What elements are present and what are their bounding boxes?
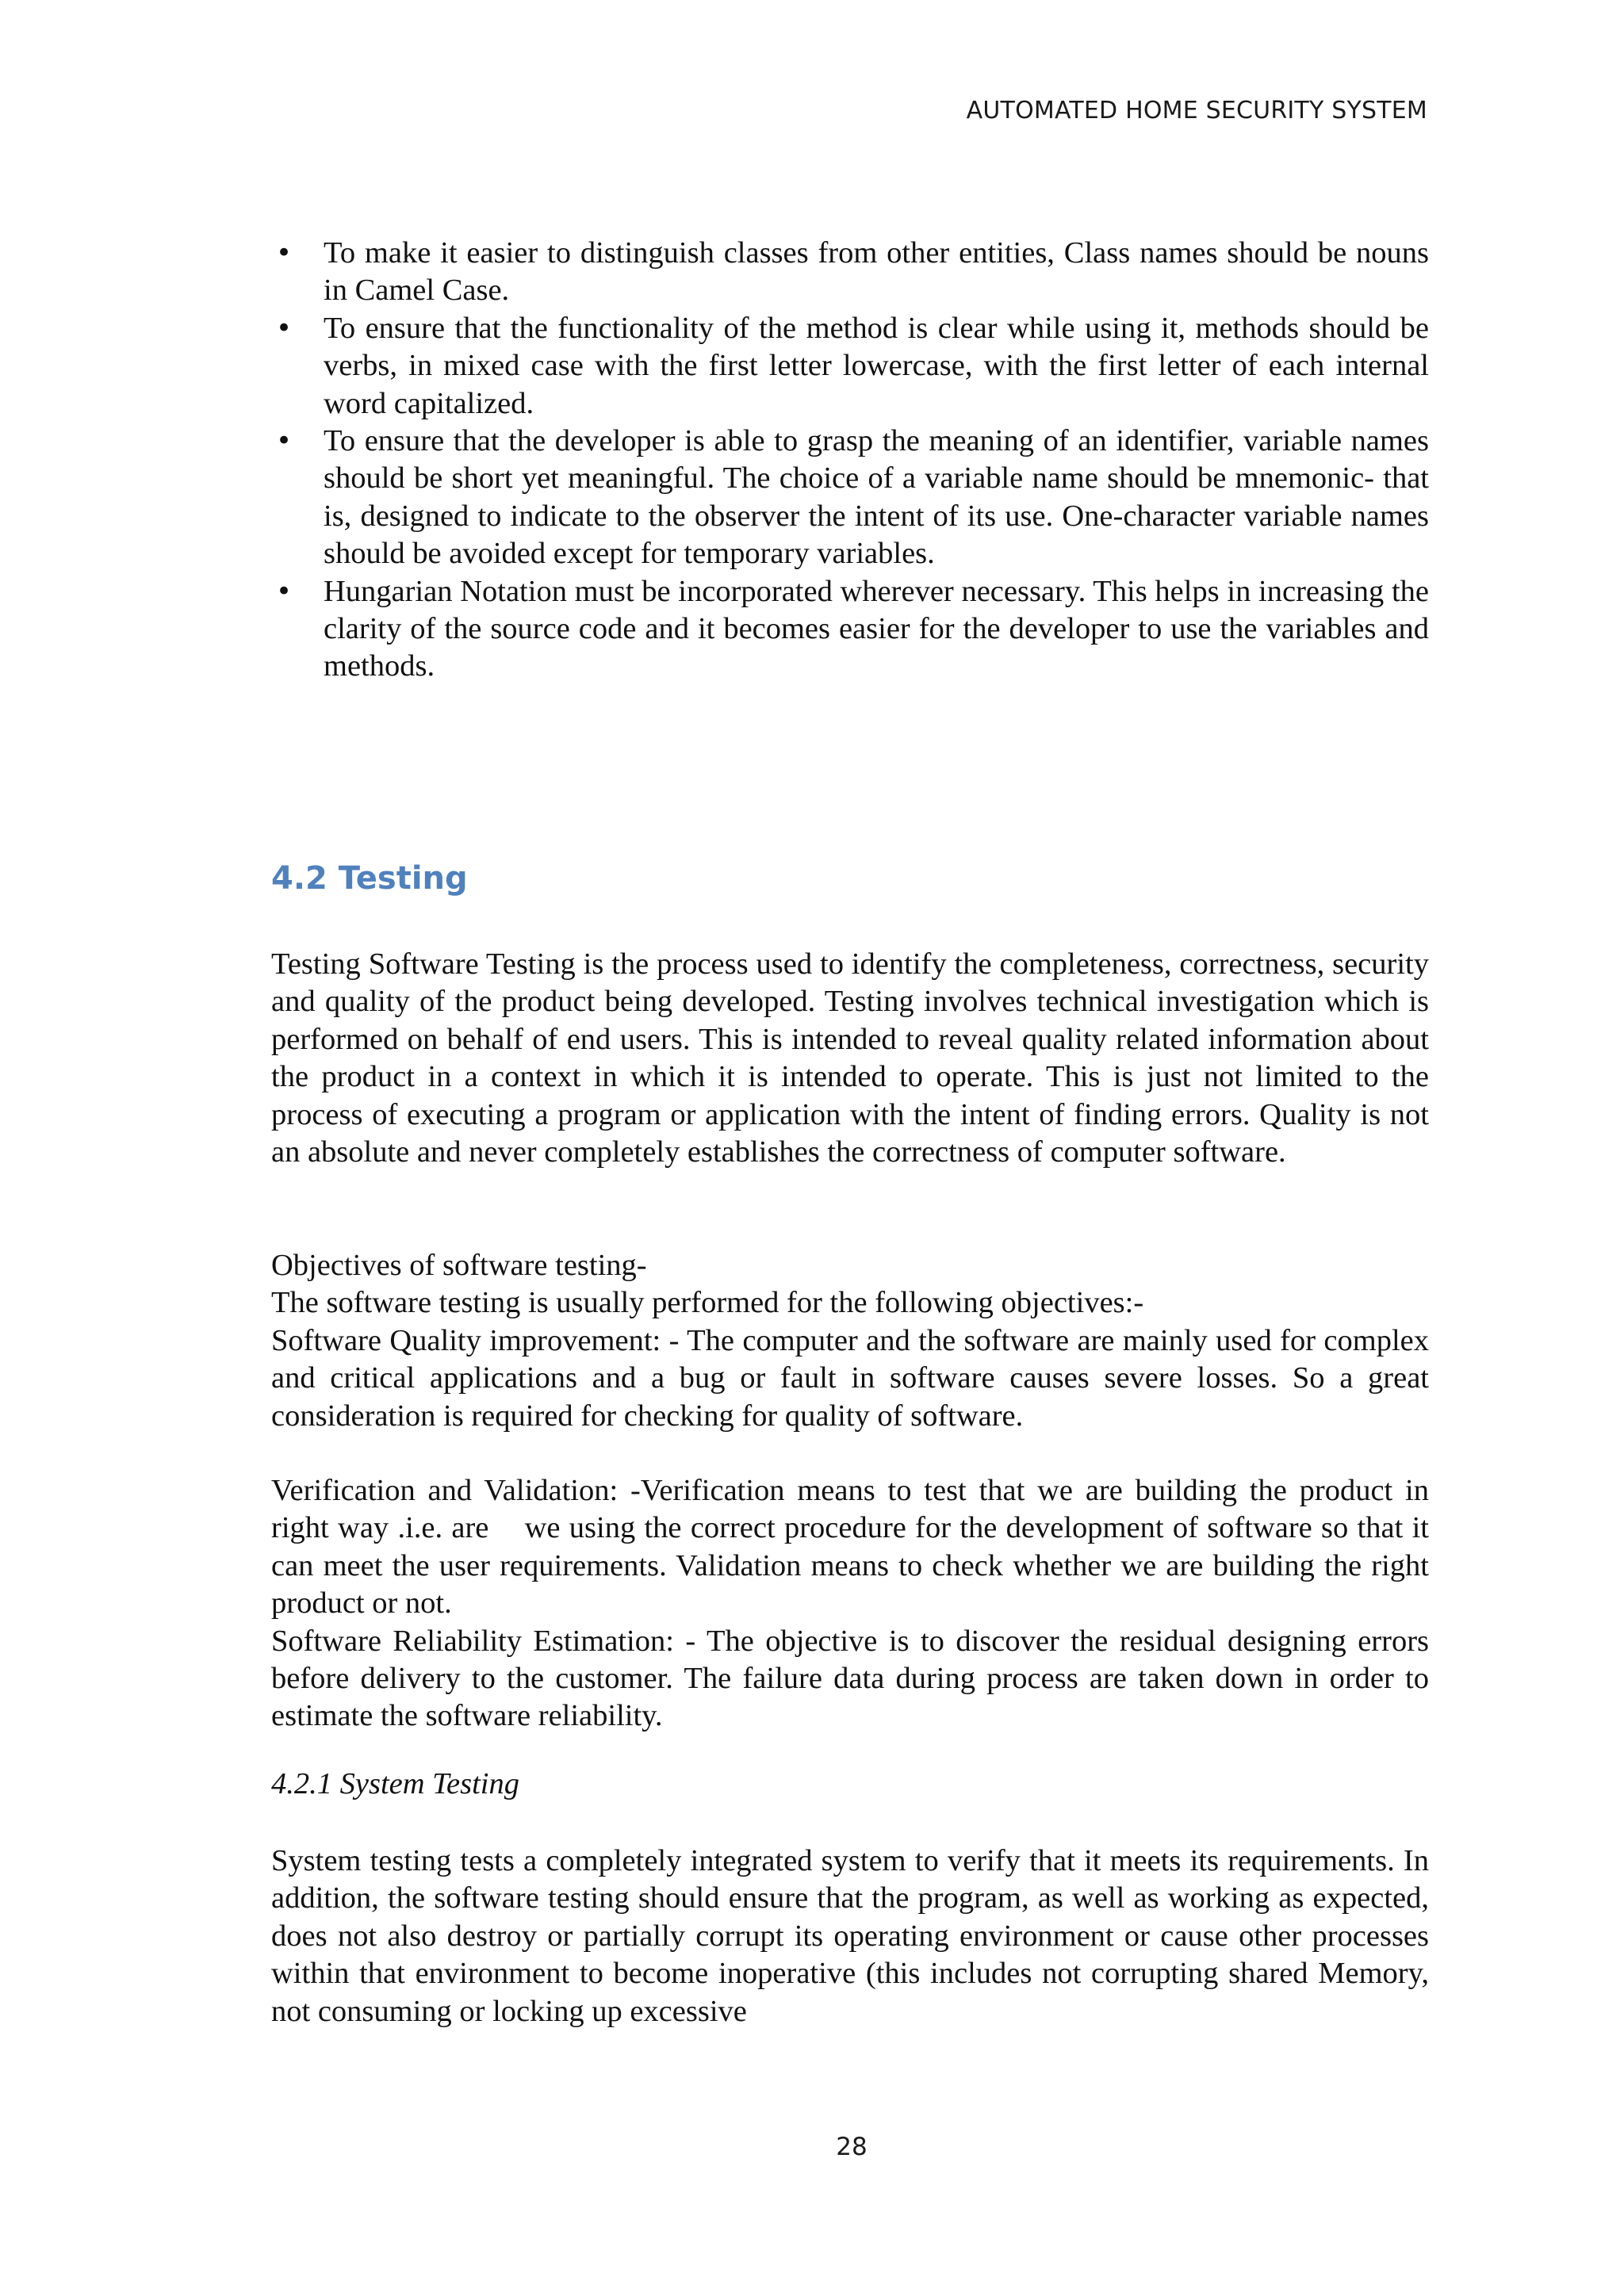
subsection-heading: 4.2.1 System Testing <box>271 1767 520 1800</box>
running-header: AUTOMATED HOME SECURITY SYSTEM <box>966 97 1427 124</box>
system-testing-paragraph: System testing tests a completely integrated system to verify that it meets its requirements. In addition, the software testing should ensure that the program, as well as working as expected, does not also destroy or partially corrupt its operating environment or cause other processes within that environment to become inoperative (this includes not corrupting shared Memory, not consuming or locking up excessive <box>271 1844 1429 2028</box>
objectives-lead: The software testing is usually performed for the following objectives:- <box>271 1286 1144 1320</box>
list-item: • To ensure that the functionality of the method is clear while using it, methods should be verbs, in mixed case with the first letter lowercase, with the first letter of each internal word capitalized. <box>324 310 1429 423</box>
verification-paragraph: Verification and Validation: -Verification means to test that we are building the product in right way .i.e. are we using the correct procedure for the development of software so that it can meet the user requirements. Validation means to check whether we are building the right product or not. <box>271 1474 1429 1621</box>
objectives-title: Objectives of software testing- <box>271 1249 647 1282</box>
verification-block <box>271 1472 1429 1735</box>
list-item: • To ensure that the developer is able to grasp the meaning of an identifier, variable names should be short yet meaningful. The choice of a variable name should be mnemonic- that is, designed to indicate to the observer the intent of its use. One-character variable names should be avoided except for temporary variables. <box>324 423 1429 573</box>
testing-intro-paragraph: Testing Software Testing is the process used to identify the completeness, correctness, security and quality of the product being developed. Testing involves technical investigation which is performed on behalf of end users. This is intended to reveal quality related information about the product in a context in which it is intended to operate. This is just not limited to the process of executing a program or application with the intent of finding errors. Quality is not an absolute and never completely establishes the correctness of computer software. <box>271 947 1429 1169</box>
reliability-paragraph: Software Reliability Estimation: - The objective is to discover the residual designing errors before delivery to the customer. The failure data during process are taken down in order to estimate the software reliability. <box>271 1624 1429 1733</box>
naming-conventions-list <box>324 235 1429 686</box>
page-number: 28 <box>836 2133 868 2161</box>
quality-paragraph: Software Quality improvement: - The computer and the software are mainly used for complex and critical applications and a bug or fault in software causes severe losses. So a great consideration is required for checking for quality of software. <box>271 1323 1429 1433</box>
section-heading: 4.2 Testing <box>271 860 468 897</box>
list-item: • To make it easier to distinguish classes from other entities, Class names should be nouns in Camel Case. <box>324 235 1429 310</box>
list-item: • Hungarian Notation must be incorporated wherever necessary. This helps in increasing the clarity of the source code and it becomes easier for the developer to use the variables and methods. <box>324 573 1429 686</box>
objectives-block <box>271 1247 1429 1435</box>
